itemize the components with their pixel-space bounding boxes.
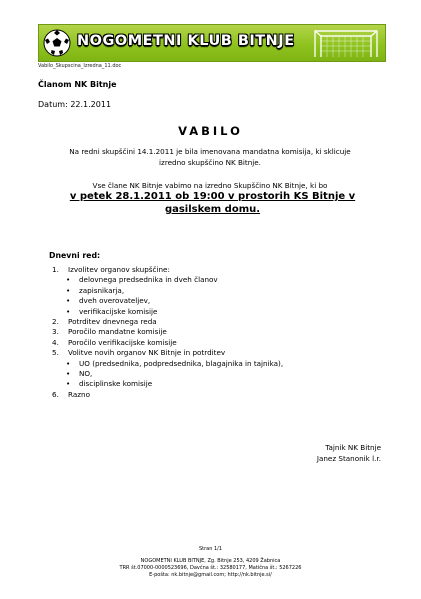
intro-line: izredno skupščino NK Bitnje. bbox=[159, 158, 261, 167]
date-label: Datum: bbox=[38, 100, 68, 109]
agenda-number: 6. bbox=[52, 389, 59, 399]
intro-line: Na redni skupščini 14.1.2011 je bila imenovana mandatna komisija, ki sklicuje bbox=[69, 147, 351, 156]
signature-role: Tajnik NK Bitnje bbox=[325, 443, 381, 452]
meeting-time-place bbox=[60, 190, 365, 216]
agenda-subitem-text: zapisnikarja, bbox=[79, 285, 125, 295]
meeting-line: v petek 28.1.2011 ob 19:00 v prostorih KS Bitnje v bbox=[69, 191, 356, 202]
signature-name: Janez Stanonik l.r. bbox=[316, 454, 381, 463]
agenda-subitem-text: verifikacijske komisije bbox=[79, 306, 158, 316]
agenda-text: Izvolitev organov skupščine: bbox=[68, 265, 170, 274]
agenda-text: Volitve novih organov NK Bitnje in potrditev bbox=[68, 348, 226, 358]
agenda-subitem-text: NO, bbox=[79, 368, 93, 378]
agenda-title: Dnevni red: bbox=[49, 251, 101, 260]
footer-address: NOGOMETNI KLUB BITNJE, Zg. Bitnje 253, 4209 Žabnica bbox=[140, 558, 281, 564]
agenda-text: Razno bbox=[68, 389, 90, 399]
agenda-subitem-text: delovnega predsednika in dveh članov bbox=[79, 275, 218, 285]
agenda-number: 2. bbox=[52, 316, 59, 326]
bullet-icon: • bbox=[66, 368, 71, 378]
recipient: Članom NK Bitnje bbox=[38, 80, 117, 89]
footer-bank: TRR št.07000-0000523696, Davčna št.: 32580177, Matična št.: 5267226 bbox=[119, 565, 302, 571]
goal-net-icon bbox=[311, 27, 381, 59]
signature-block bbox=[317, 442, 381, 464]
agenda-text: Poročilo mandatne komisije bbox=[68, 327, 167, 337]
agenda-number: 3. bbox=[52, 327, 59, 337]
page-number: Stran 1/1 bbox=[198, 546, 223, 552]
club-banner bbox=[38, 24, 386, 62]
meeting-line: gasilskem domu. bbox=[164, 204, 261, 215]
bullet-icon: • bbox=[66, 306, 71, 316]
bullet-icon: • bbox=[66, 275, 71, 285]
intro-paragraph bbox=[60, 146, 360, 168]
invitation-paragraph: Vse člane NK Bitnje vabimo na izredno Skupščino NK Bitnje, ki bo bbox=[92, 181, 328, 190]
agenda-subitem-text: UO (predsednika, podpredsednika, blagajnika in tajnika), bbox=[79, 358, 284, 368]
bullet-icon: • bbox=[66, 358, 71, 368]
soccer-ball-icon bbox=[43, 29, 71, 57]
agenda-number: 4. bbox=[52, 337, 59, 347]
banner-title: NOGOMETNI KLUB BITNJE bbox=[77, 33, 295, 49]
agenda-number: 1. bbox=[52, 265, 59, 274]
agenda-subitem-text: disciplinske komisije bbox=[79, 379, 153, 389]
document-filename: Vabilo_Skupscina_Izredna_11.doc bbox=[38, 63, 122, 69]
agenda-text: Potrditev dnevnega reda bbox=[68, 316, 157, 326]
bullet-icon: • bbox=[66, 296, 71, 306]
date-value: 22.1.2011 bbox=[70, 100, 112, 109]
footer-contact bbox=[0, 558, 421, 579]
bullet-icon: • bbox=[66, 379, 71, 389]
date-line bbox=[38, 100, 111, 109]
agenda-subitem-text: dveh overovateljev, bbox=[79, 296, 151, 306]
invitation-title: VABILO bbox=[178, 124, 243, 138]
footer-email-web: E-pošta: nk.bitnje@gmail.com; http://nk.bitnje.si/ bbox=[149, 572, 272, 578]
agenda-text: Poročilo verifikacijske komisije bbox=[68, 337, 177, 347]
agenda-number: 5. bbox=[52, 348, 59, 358]
bullet-icon: • bbox=[66, 285, 71, 295]
